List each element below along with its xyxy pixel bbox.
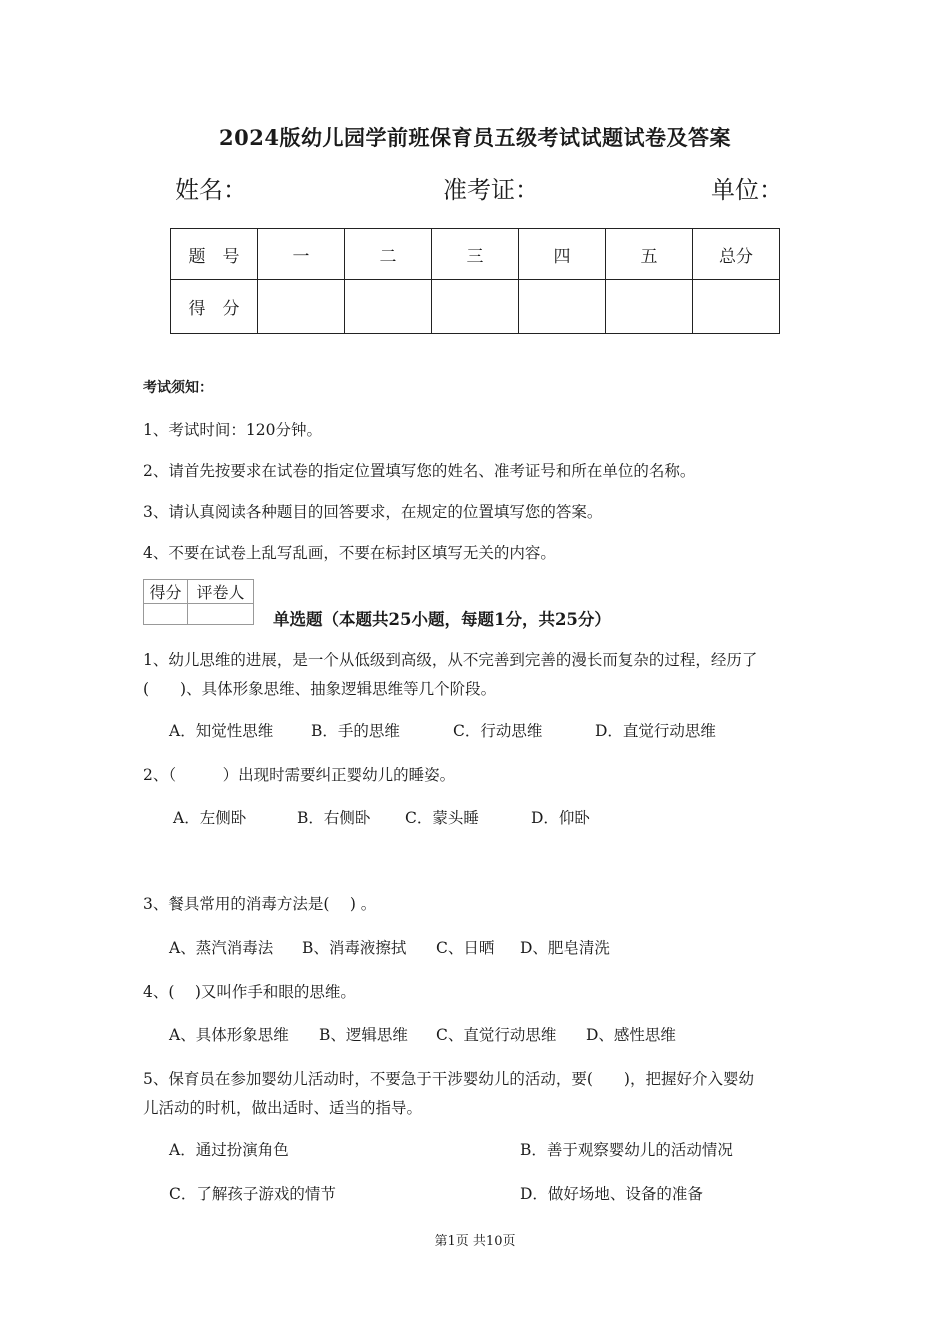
question-2-option-b[interactable]: B．右侧卧 <box>297 809 371 827</box>
question-3-text: 3、餐具常用的消毒方法是( ) 。 <box>143 895 377 913</box>
question-2-option-c[interactable]: C．蒙头睡 <box>405 809 479 827</box>
question-5-option-d[interactable]: D．做好场地、设备的准备 <box>520 1185 703 1203</box>
question-1-text-cont: ( )、具体形象思维、抽象逻辑思维等几个阶段。 <box>143 680 497 698</box>
grader-reviewer-entry[interactable] <box>188 604 254 625</box>
question-5-option-a[interactable]: A．通过扮演角色 <box>169 1141 289 1159</box>
question-4-option-a[interactable]: A、具体形象思维 <box>169 1026 289 1044</box>
score-row-label: 得 分 <box>171 280 258 334</box>
unit-field-label: 单位： <box>711 176 783 204</box>
question-1-option-c[interactable]: C．行动思维 <box>453 722 543 740</box>
score-header-cell: 二 <box>345 229 432 280</box>
question-4-text: 4、( )又叫作手和眼的思维。 <box>143 983 356 1001</box>
page-footer: 第1页 共10页 <box>434 1234 516 1249</box>
question-2-option-d[interactable]: D．仰卧 <box>531 809 590 827</box>
score-entry-cell[interactable] <box>258 280 345 334</box>
section-title: 单选题（本题共25小题，每题1分，共25分） <box>273 610 611 629</box>
grader-entry-row <box>144 604 254 625</box>
question-5-option-c[interactable]: C．了解孩子游戏的情节 <box>169 1185 336 1203</box>
question-1-option-b[interactable]: B．手的思维 <box>311 722 400 740</box>
score-header-cell: 一 <box>258 229 345 280</box>
score-header-cell: 四 <box>519 229 606 280</box>
notice-heading: 考试须知： <box>143 380 213 396</box>
question-1-text: 1、幼儿思维的进展，是一个从低级到高级，从不完善到完善的漫长而复杂的过程，经历了 <box>143 651 758 669</box>
question-3-option-c[interactable]: C、日晒 <box>436 939 495 957</box>
notice-item: 4、不要在试卷上乱写乱画，不要在标封区填写无关的内容。 <box>143 544 556 562</box>
question-1-option-a[interactable]: A．知觉性思维 <box>169 722 274 740</box>
question-5-text-cont: 儿活动的时机，做出适时、适当的指导。 <box>143 1099 423 1117</box>
question-2-option-a[interactable]: A．左侧卧 <box>173 809 247 827</box>
score-entry-cell[interactable] <box>693 280 780 334</box>
grader-header-row <box>144 580 254 604</box>
score-header-cell: 题 号 <box>171 229 258 280</box>
score-header-cell: 三 <box>432 229 519 280</box>
score-header-cell: 五 <box>606 229 693 280</box>
score-entry-cell[interactable] <box>606 280 693 334</box>
question-3-option-b[interactable]: B、消毒液擦拭 <box>302 939 407 957</box>
question-4-option-d[interactable]: D、感性思维 <box>586 1026 676 1044</box>
grader-box <box>143 579 254 625</box>
grader-score-entry[interactable] <box>144 604 188 625</box>
grader-reviewer-label: 评卷人 <box>188 580 254 604</box>
page-title: 2024版幼儿园学前班保育员五级考试试题试卷及答案 <box>219 125 731 150</box>
notice-item: 1、考试时间：120分钟。 <box>143 421 322 439</box>
question-5-text: 5、保育员在参加婴幼儿活动时，不要急于干涉婴幼儿的活动，要( )，把握好介入婴幼 <box>143 1070 754 1088</box>
grader-score-label: 得分 <box>144 580 188 604</box>
score-entry-cell[interactable] <box>432 280 519 334</box>
question-5-option-b[interactable]: B．善于观察婴幼儿的活动情况 <box>520 1141 733 1159</box>
notice-item: 3、请认真阅读各种题目的回答要求，在规定的位置填写您的答案。 <box>143 503 603 521</box>
exam-number-field-label: 准考证： <box>443 176 539 204</box>
question-3-option-a[interactable]: A、蒸汽消毒法 <box>169 939 274 957</box>
score-table-score-row <box>171 280 780 334</box>
name-field-label: 姓名： <box>175 176 247 204</box>
question-3-option-d[interactable]: D、肥皂清洗 <box>520 939 610 957</box>
question-1-option-d[interactable]: D．直觉行动思维 <box>595 722 716 740</box>
score-entry-cell[interactable] <box>345 280 432 334</box>
notice-item: 2、请首先按要求在试卷的指定位置填写您的姓名、准考证号和所在单位的名称。 <box>143 462 696 480</box>
score-table-header-row <box>171 229 780 280</box>
question-2-text: 2、（ ）出现时需要纠正婴幼儿的睡姿。 <box>143 766 456 784</box>
question-4-option-c[interactable]: C、直觉行动思维 <box>436 1026 557 1044</box>
question-4-option-b[interactable]: B、逻辑思维 <box>319 1026 408 1044</box>
score-entry-cell[interactable] <box>519 280 606 334</box>
score-header-cell: 总分 <box>693 229 780 280</box>
score-table <box>170 228 780 334</box>
